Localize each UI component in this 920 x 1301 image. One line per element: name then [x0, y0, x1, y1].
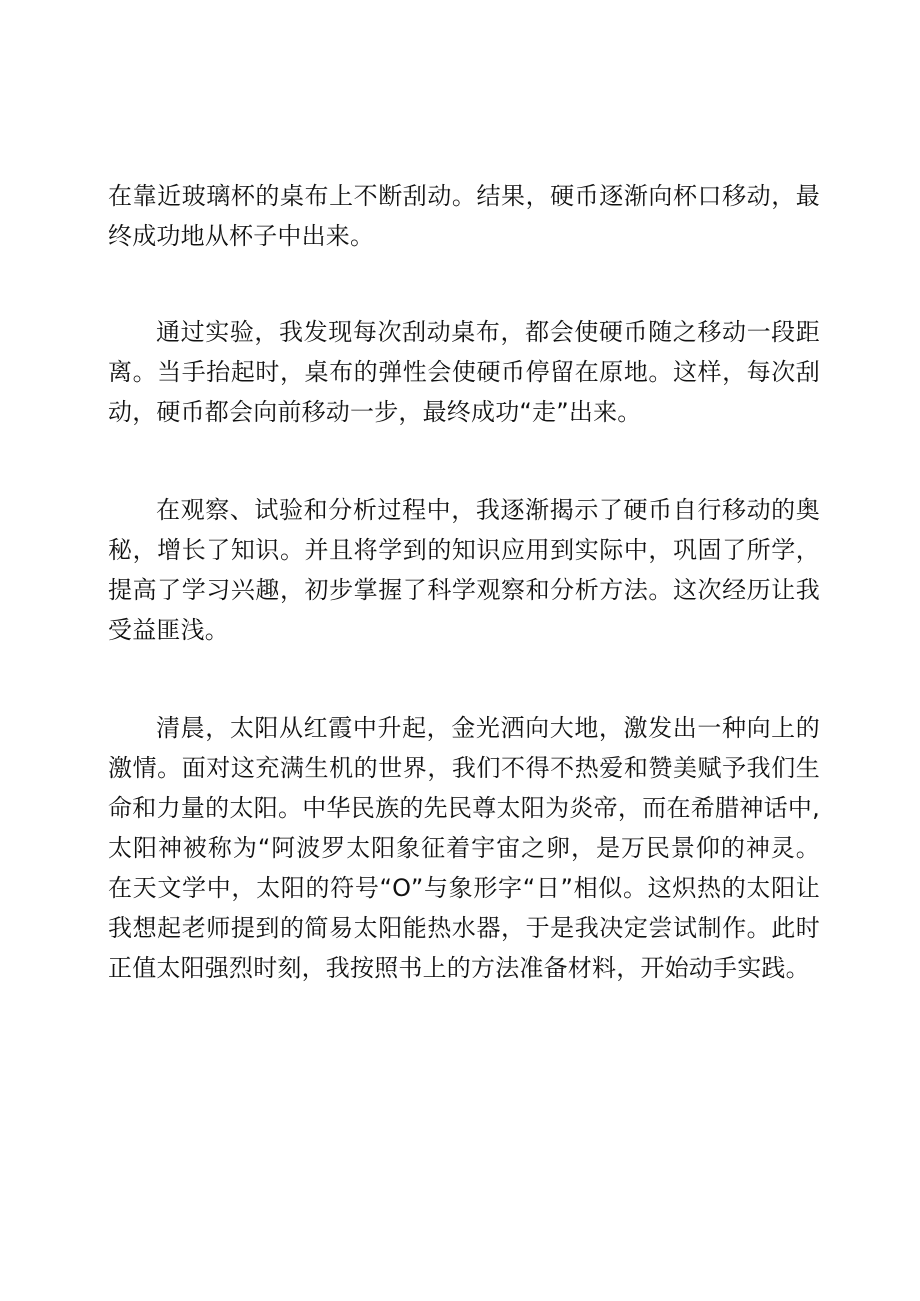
paragraph-reflection: 在观察、试验和分析过程中，我逐渐揭示了硬币自行移动的奥秘，增长了知识。并且将学到的知识应用到实际中，巩固了所学，提高了学习兴趣，初步掌握了科学观察和分析方法。这次经历让我受益匪浅。 — [108, 496, 820, 644]
paragraph-sun-description: 清晨，太阳从红霞中升起，金光洒向大地，激发出一种向上的激情。面对这充满生机的世界，我们不得不热爱和赞美赋予我们生命和力量的太阳。中华民族的先民尊太阳为炎帝，而在希腊神话中,太阳神被称为“阿波罗太阳象征着宇宙之卵，是万民景仰的神灵。在天文学中，太阳的符号“O”与象形字“日”相似。这炽热的太阳让我想起老师提到的简易太阳能热水器，于是我决定尝试制作。此时正值太阳强烈时刻，我按照书上的方法准备材料，开始动手实践。 — [108, 714, 820, 982]
paragraph-experiment-result: 通过实验，我发现每次刮动桌布，都会使硬币随之移动一段距离。当手抬起时，桌布的弹性会使硬币停留在原地。这样，每次刮动，硬币都会向前移动一步，最终成功“走”出来。 — [108, 318, 820, 426]
document-body — [108, 176, 820, 988]
paragraph-continuation: 在靠近玻璃杯的桌布上不断刮动。结果，硬币逐渐向杯口移动，最终成功地从杯子中出来。 — [108, 182, 820, 250]
